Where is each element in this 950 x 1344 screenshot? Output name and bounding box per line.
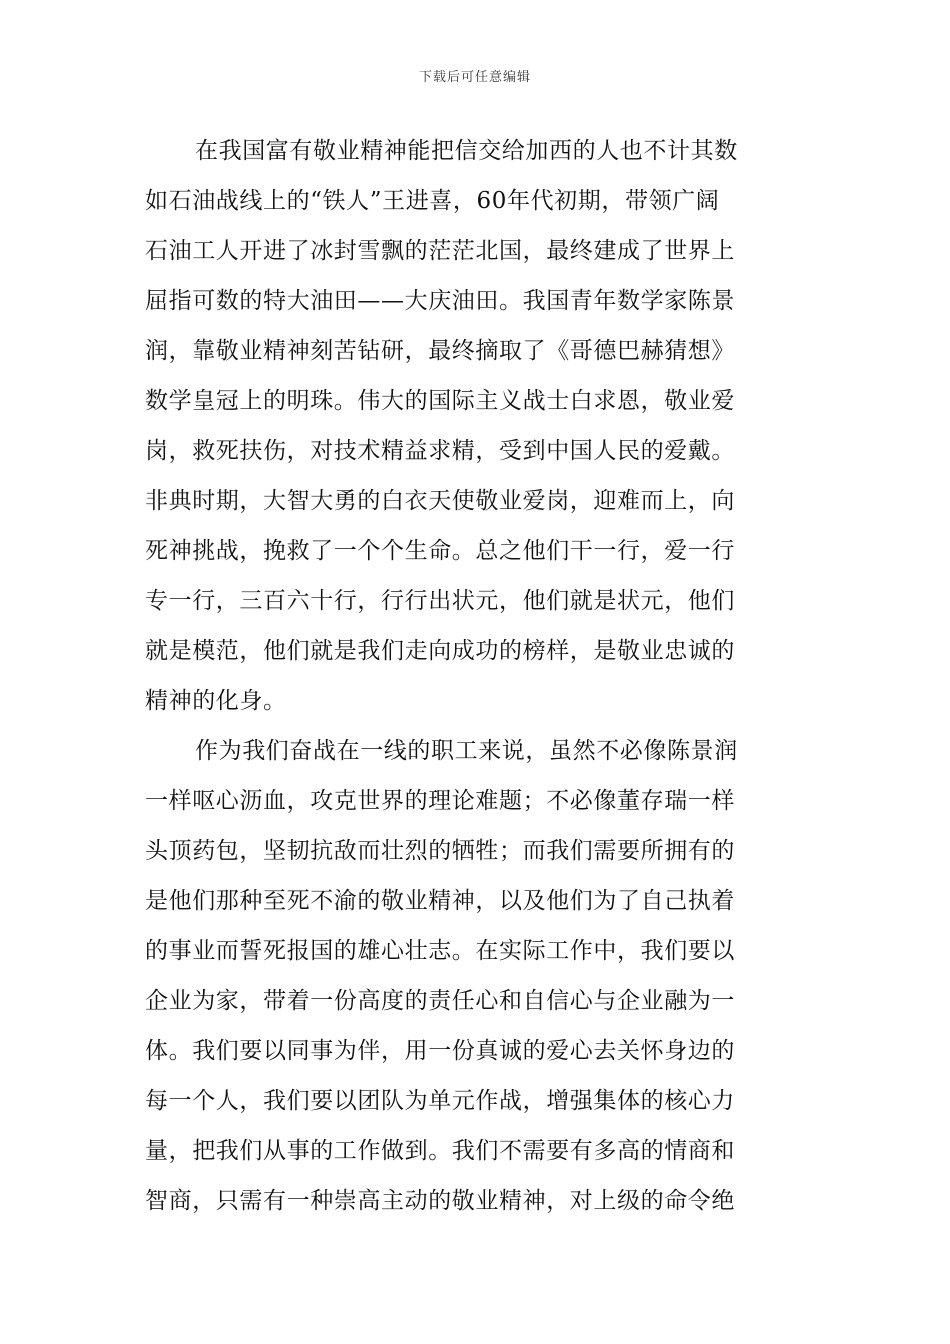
text-line: 一样呕心沥血，攻克世界的理论难题；不必像董存瑞一样	[145, 788, 735, 814]
paragraph-2	[145, 726, 807, 1226]
text-line: 每一个人，我们要以团队为单元作战，增强集体的核心力	[145, 1088, 735, 1114]
text-line: 石油工人开进了冰封雪飘的茫茫北国，最终建成了世界上	[145, 238, 735, 264]
text-line: 是他们那种至死不渝的敬业精神，以及他们为了自己执着	[145, 888, 735, 914]
text-line: 润，靠敬业精神刻苦钻研，最终摘取了《哥德巴赫猜想》	[145, 338, 735, 364]
text-line: 的事业而誓死报国的雄心壮志。在实际工作中，我们要以	[145, 938, 735, 964]
text-line: 精神的化身。	[145, 688, 287, 714]
document-body	[145, 126, 807, 1226]
text-line: 岗，救死扶伤，对技术精益求精，受到中国人民的爱戴。	[145, 438, 735, 464]
text-line: 就是模范，他们就是我们走向成功的榜样，是敬业忠诚的	[145, 638, 735, 664]
text-line: 智商，只需有一种崇高主动的敬业精神，对上级的命令绝	[145, 1188, 735, 1214]
text-line: 作为我们奋战在一线的职工来说，虽然不必像陈景润	[195, 738, 738, 764]
text-line: 头顶药包，坚韧抗敌而壮烈的牺牲；而我们需要所拥有的	[145, 838, 735, 864]
text-line: 数学皇冠上的明珠。伟大的国际主义战士白求恩，敬业爱	[145, 388, 735, 414]
text-line: 如石油战线上的“铁人”王进喜，60年代初期，带领广阔	[145, 188, 720, 214]
text-line: 量，把我们从事的工作做到。我们不需要有多高的情商和	[145, 1138, 735, 1164]
text-line: 体。我们要以同事为伴，用一份真诚的爱心去关怀身边的	[145, 1038, 735, 1064]
text-line: 屈指可数的特大油田——大庆油田。我国青年数学家陈景	[145, 288, 735, 314]
paragraph-1	[145, 126, 807, 726]
page-header: 下载后可任意编辑	[418, 70, 531, 85]
text-line: 企业为家，带着一份高度的责任心和自信心与企业融为一	[145, 988, 735, 1014]
text-line: 专一行，三百六十行，行行出状元，他们就是状元，他们	[145, 588, 735, 614]
text-line: 在我国富有敬业精神能把信交给加西的人也不计其数	[195, 138, 738, 164]
text-line: 非典时期，大智大勇的白衣天使敬业爱岗，迎难而上，向	[145, 488, 735, 514]
text-line: 死神挑战，挽救了一个个生命。总之他们干一行，爱一行	[145, 538, 735, 564]
